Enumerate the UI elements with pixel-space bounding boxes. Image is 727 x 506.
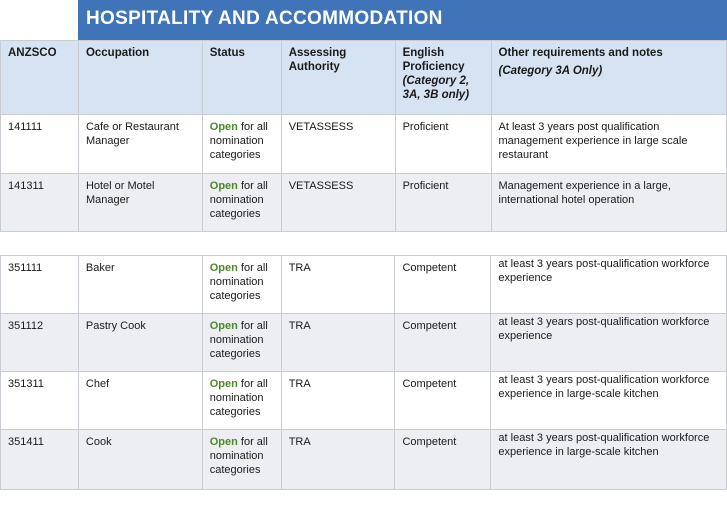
table-row	[1, 430, 727, 490]
cell-notes: At least 3 years post qualification management experience in large scale restaurant	[491, 115, 727, 174]
table-row	[1, 256, 727, 314]
status-open: Open	[209, 378, 238, 390]
cell-english: Competent	[395, 314, 491, 372]
occupation-table-bottom	[0, 255, 727, 490]
header-english	[395, 41, 491, 115]
header-occupation: Occupation	[78, 41, 202, 115]
cell-status	[202, 256, 281, 314]
header-english-label: English Proficiency	[402, 47, 465, 73]
cell-status	[202, 174, 281, 232]
cell-code: 351311	[1, 372, 79, 430]
cell-english: Competent	[395, 372, 491, 430]
header-notes-sub: (Category 3A Only)	[498, 65, 603, 77]
status-open: Open	[209, 436, 238, 448]
cell-occupation: Hotel or Motel Manager	[78, 174, 202, 232]
cell-occupation: Cook	[78, 430, 202, 490]
status-rest: for all nomination categories	[209, 320, 268, 360]
header-status: Status	[202, 41, 281, 115]
cell-notes: at least 3 years post-qualification workforce experience in large-scale kitchen	[491, 372, 727, 430]
cell-status	[202, 314, 281, 372]
cell-authority: TRA	[281, 314, 395, 372]
table-row	[1, 115, 727, 174]
cell-occupation: Baker	[78, 256, 202, 314]
status-open: Open	[209, 180, 238, 192]
table-row	[1, 314, 727, 372]
cell-code: 351411	[1, 430, 79, 490]
cell-notes: at least 3 years post-qualification workforce experience	[491, 314, 727, 372]
status-open: Open	[209, 262, 238, 274]
header-notes	[491, 41, 727, 115]
cell-english: Competent	[395, 256, 491, 314]
header-authority: Assessing Authority	[281, 41, 395, 115]
cell-notes: at least 3 years post-qualification workforce experience in large-scale kitchen	[491, 430, 727, 490]
cell-notes: at least 3 years post-qualification workforce experience	[491, 256, 727, 314]
cell-code: 141311	[1, 174, 79, 232]
status-rest: for all nomination categories	[209, 180, 268, 220]
cell-code: 141111	[1, 115, 79, 174]
cell-status	[202, 430, 281, 490]
table-row	[1, 174, 727, 232]
cell-english: Proficient	[395, 115, 491, 174]
cell-occupation: Chef	[78, 372, 202, 430]
status-rest: for all nomination categories	[209, 121, 268, 161]
title-bar	[0, 0, 727, 40]
cell-authority: TRA	[281, 256, 395, 314]
status-rest: for all nomination categories	[209, 262, 268, 302]
cell-status	[202, 372, 281, 430]
cell-authority: VETASSESS	[281, 115, 395, 174]
status-open: Open	[209, 121, 238, 133]
table-row	[1, 372, 727, 430]
header-notes-label: Other requirements and notes	[498, 47, 663, 59]
header-english-sub: (Category 2, 3A, 3B only)	[402, 75, 470, 101]
cell-notes: Management experience in a large, international hotel operation	[491, 174, 727, 232]
table-header-row	[1, 41, 727, 115]
cell-status	[202, 115, 281, 174]
cell-code: 351112	[1, 314, 79, 372]
cell-english: Proficient	[395, 174, 491, 232]
header-anzsco: ANZSCO	[1, 41, 79, 115]
occupation-table-top	[0, 40, 727, 232]
status-rest: for all nomination categories	[209, 378, 268, 418]
cell-occupation: Pastry Cook	[78, 314, 202, 372]
page-title: HOSPITALITY AND ACCOMMODATION	[86, 8, 443, 29]
cell-authority: VETASSESS	[281, 174, 395, 232]
cell-authority: TRA	[281, 430, 395, 490]
cell-occupation: Cafe or Restaurant Manager	[78, 115, 202, 174]
status-rest: for all nomination categories	[209, 436, 268, 476]
cell-authority: TRA	[281, 372, 395, 430]
status-open: Open	[209, 320, 238, 332]
cell-code: 351111	[1, 256, 79, 314]
cell-english: Competent	[395, 430, 491, 490]
